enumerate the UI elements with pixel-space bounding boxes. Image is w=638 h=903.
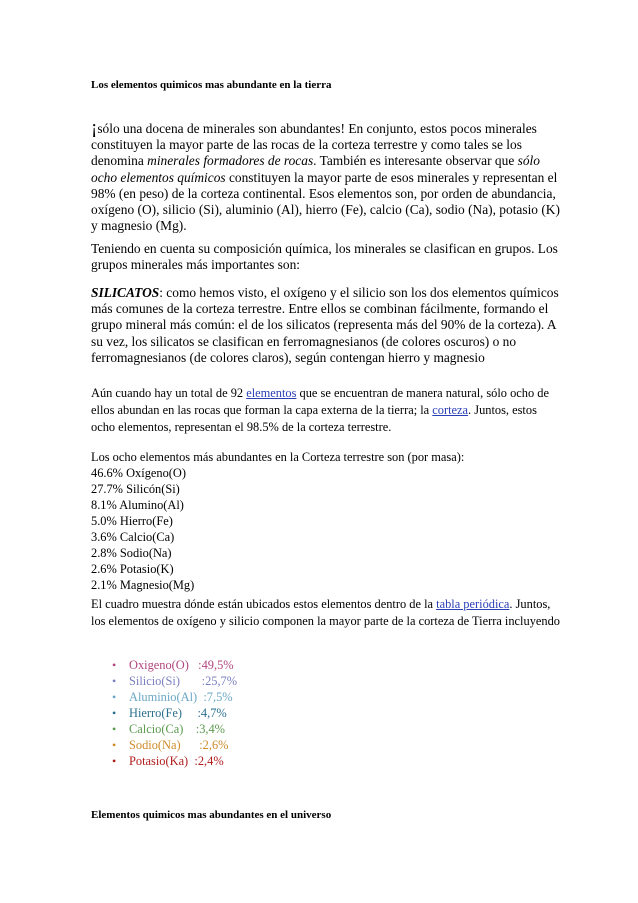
bullet-item xyxy=(91,657,237,673)
bullet-text: Hierro(Fe) :4,7% xyxy=(129,706,227,720)
intro-text-3: constituyen la mayor parte de esos minerales y representan el 98% (en peso) de la corteza continental. Esos elementos son, por orden de abundancia, oxígeno (O), silicio (Si), aluminio (Al), hierro (Fe), calcio (Ca), sodio (Na), potasio (K) y magnesio (Mg). xyxy=(91,169,560,234)
bullet-text: Potasio(Ka) :2,4% xyxy=(129,754,224,768)
elements-count-paragraph xyxy=(91,385,561,435)
abundance-list xyxy=(91,465,561,593)
list-item: 3.6% Calcio(Ca) xyxy=(91,530,175,544)
tabla-periodica-link[interactable]: tabla periódica xyxy=(436,597,510,611)
bullet-text: Aluminio(Al) :7,5% xyxy=(129,690,233,704)
colored-bullet-list xyxy=(91,657,237,769)
bullet-dot: • xyxy=(112,722,117,736)
silicates-paragraph xyxy=(91,285,561,366)
abundance-list-title: Los ocho elementos más abundantes en la Corteza terrestre son (por masa): xyxy=(91,450,465,464)
bullet-text: Silicio(Si) :25,7% xyxy=(129,674,238,688)
classification-paragraph: Teniendo en cuenta su composición química, los minerales se clasifican en grupos. Los grupos minerales más importantes son: xyxy=(91,241,558,273)
list-item: 46.6% Oxígeno(O) xyxy=(91,466,186,480)
list-item: 27.7% Silicón(Si) xyxy=(91,482,180,496)
intro-emphasis-2: sólo ocho elementos químicos xyxy=(91,153,540,185)
periodic-table-paragraph xyxy=(91,596,561,630)
periodic-text-1: El cuadro muestra dónde están ubicados estos elementos dentro de la xyxy=(91,597,437,611)
intro-paragraph xyxy=(91,117,561,234)
list-item: 2.6% Potasio(K) xyxy=(91,562,174,576)
bullet-item xyxy=(91,721,237,737)
bullet-item xyxy=(91,753,237,769)
silicates-text: : como hemos visto, el oxígeno y el silicio son los dos elementos químicos más comunes de la corteza terrestre. Entre ellos se combinan fácilmente, formando el grupo mineral más común: el de los silicatos (representa más del 90% de la corteza). A su vez, los silicatos se clasifican en ferromagnesianos (de colores oscuros) o no ferromagnesianos (de colores claros), según contengan hierro y magnesio xyxy=(91,285,559,365)
bullet-text: Calcio(Ca) :3,4% xyxy=(129,722,226,736)
bullet-dot: • xyxy=(112,674,117,688)
bullet-dot: • xyxy=(112,690,117,704)
bullet-dot: • xyxy=(112,738,117,752)
inverted-exclamation: ¡ xyxy=(91,117,98,138)
bullet-item xyxy=(91,673,237,689)
silicates-label: SILICATOS xyxy=(91,285,160,300)
intro-emphasis-1: minerales formadores de rocas xyxy=(147,153,314,169)
periodic-text-2: . Juntos, los elementos de oxígeno y silicio componen la mayor parte de la corteza de Tierra incluyendo xyxy=(91,597,560,628)
list-item: 2.8% Sodio(Na) xyxy=(91,546,172,560)
list-item: 8.1% Alumino(Al) xyxy=(91,498,184,512)
list-item: 5.0% Hierro(Fe) xyxy=(91,514,173,528)
bullet-text: Sodio(Na) :2,6% xyxy=(129,738,229,752)
intro-text-2: . También es interesante observar que xyxy=(313,153,518,169)
bullet-item xyxy=(91,737,237,753)
count-text-3: . Juntos, estos ocho elementos, representan el 98.5% de la corteza terrestre. xyxy=(91,402,537,434)
bullet-item xyxy=(91,689,237,705)
count-text-1: Aún cuando hay un total de 92 xyxy=(91,386,247,400)
count-text-2: que se encuentran de manera natural, sólo ocho de ellos abundan en las rocas que forman la capa externa de la tierra; la xyxy=(91,386,549,417)
intro-text-1: sólo una docena de minerales son abundantes! En conjunto, estos pocos minerales constituyen la mayor parte de las rocas de la corteza terrestre y como tales se los denomina xyxy=(91,121,537,169)
list-item: 2.1% Magnesio(Mg) xyxy=(91,578,195,592)
bullet-dot: • xyxy=(112,706,117,720)
bullet-text: Oxigeno(O) :49,5% xyxy=(129,658,234,672)
bullet-dot: • xyxy=(112,754,117,768)
bullet-item xyxy=(91,705,237,721)
corteza-link[interactable]: corteza xyxy=(432,402,469,417)
elementos-link[interactable]: elementos xyxy=(246,386,297,400)
heading-earth-elements: Los elementos quimicos mas abundante en la tierra xyxy=(91,79,332,91)
heading-universe-elements: Elementos quimicos mas abundantes en el universo xyxy=(91,809,332,821)
bullet-dot: • xyxy=(112,658,117,672)
